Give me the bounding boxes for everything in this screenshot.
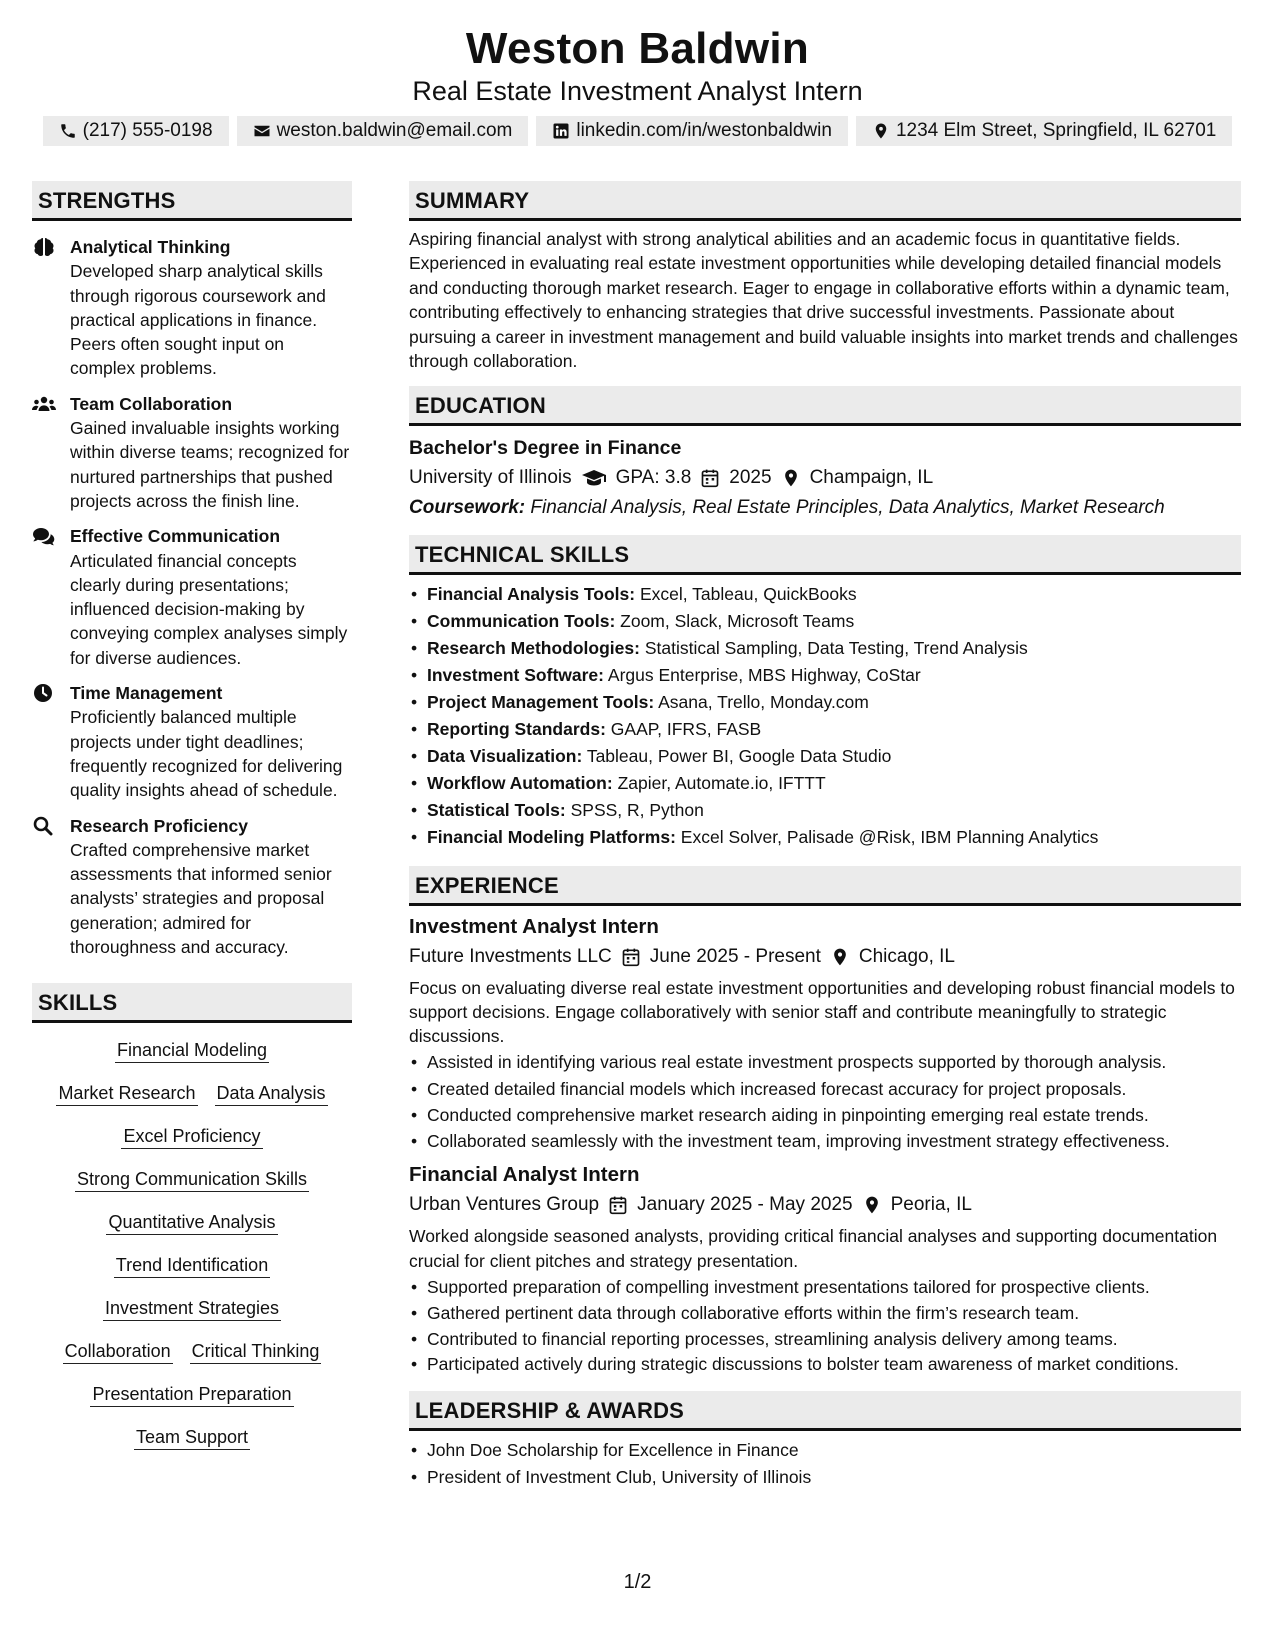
skill-tag: Team Support xyxy=(134,1426,250,1450)
calendar-icon xyxy=(621,947,641,967)
technical-skills-section xyxy=(409,535,1241,850)
skill-value: SPSS, R, Python xyxy=(570,799,704,820)
list-item xyxy=(409,797,1241,824)
address-text: 1234 Elm Street, Springfield, IL 62701 xyxy=(895,120,1217,141)
phone-text: (217) 555-0198 xyxy=(82,120,213,141)
list-item xyxy=(409,608,1241,635)
strengths-list xyxy=(32,221,352,959)
calendar-icon xyxy=(608,1195,628,1215)
coursework-list: Financial Analysis, Real Estate Principles, Data Analytics, Market Research xyxy=(530,497,1165,519)
job-location: Peoria, IL xyxy=(890,1194,972,1216)
leadership-heading: LEADERSHIP & AWARDS xyxy=(409,1391,1241,1431)
skill-label: Reporting Standards: xyxy=(427,718,606,739)
map-pin-icon xyxy=(830,947,850,967)
contact-bar xyxy=(0,116,1275,146)
job-entry xyxy=(409,1162,1241,1377)
resume-header xyxy=(0,22,1275,146)
experience-list xyxy=(409,914,1241,1377)
coursework-label: Coursework: xyxy=(409,497,526,519)
education-meta xyxy=(409,465,1241,491)
strength-item xyxy=(32,392,352,513)
skill-value: Argus Enterprise, MBS Highway, CoStar xyxy=(607,665,921,686)
list-item xyxy=(409,743,1241,770)
skill-label: Project Management Tools: xyxy=(427,692,655,713)
skill-label: Financial Modeling Platforms: xyxy=(427,826,676,847)
list-item xyxy=(409,770,1241,797)
summary-heading: SUMMARY xyxy=(409,181,1241,221)
search-icon xyxy=(32,816,56,836)
list-item: • John Doe Scholarship for Excellence in Finance xyxy=(409,1437,1241,1464)
list-item: • Participated actively during strategic discussions to bolster team awareness of market conditions. xyxy=(409,1352,1241,1376)
strength-text: Articulated financial concepts clearly during presentations; influenced decision-making by conveying complex analyses simply for diverse audiences. xyxy=(70,550,348,668)
job-description: Focus on evaluating diverse real estate investment opportunities and developing robust financial models to support decisions. Engage collaboratively with senior staff and contribute meaningfully to strategic discussions. xyxy=(409,977,1235,1047)
candidate-title: Real Estate Investment Analyst Intern xyxy=(412,76,863,106)
skill-value: Asana, Trello, Monday.com xyxy=(658,692,869,713)
list-item: • Assisted in identifying various real estate investment prospects supported by thorough analysis. xyxy=(409,1049,1241,1075)
list-item xyxy=(409,662,1241,689)
job-bullets xyxy=(409,1049,1241,1154)
experience-heading: EXPERIENCE xyxy=(409,866,1241,906)
technical-skills-heading: TECHNICAL SKILLS xyxy=(409,535,1241,575)
strength-title: Analytical Thinking xyxy=(70,237,231,257)
school-name: University of Illinois xyxy=(409,467,572,489)
list-item: • Supported preparation of compelling investment presentations tailored for prospective clients. xyxy=(409,1274,1241,1300)
strength-title: Time Management xyxy=(70,683,223,704)
coursework xyxy=(409,495,1241,521)
technical-skills-list xyxy=(409,581,1241,850)
skill-value: Excel, Tableau, QuickBooks xyxy=(639,584,857,605)
page-number: 1/2 xyxy=(623,1571,652,1593)
skill-label: Communication Tools: xyxy=(427,611,616,632)
skill-tag: Data Analysis xyxy=(215,1082,328,1106)
skill-tag: Quantitative Analysis xyxy=(106,1211,277,1235)
list-item xyxy=(409,824,1241,851)
users-icon xyxy=(32,394,56,414)
list-item xyxy=(409,581,1241,608)
strength-item xyxy=(32,235,352,381)
skills-list xyxy=(32,1023,352,1450)
left-column xyxy=(32,181,352,1469)
skill-value: Excel Solver, Palisade @Risk, IBM Planning Analytics xyxy=(680,826,1099,847)
skill-value: Zapier, Automate.io, IFTTT xyxy=(617,772,826,793)
summary-text: Aspiring financial analyst with strong analytical abilities and an academic focus in quantitative fields. Experienced in evaluating real estate investment opportunities while developing detailed financial models and conducting thorough market research. Eager to engage in collaborative efforts within a dynamic team, contributing effectively to enhancing strategies that drive successful investments. Passionate about pursuing a career in investment management and build valuable insights into market trends and challenges through collaboration. xyxy=(409,229,1238,372)
skill-label: Data Visualization: xyxy=(427,745,583,766)
skill-tag: Investment Strategies xyxy=(103,1297,281,1321)
right-column xyxy=(409,181,1241,1491)
skill-label: Financial Analysis Tools: xyxy=(427,584,636,605)
contact-address xyxy=(856,116,1232,146)
degree-title: Bachelor's Degree in Finance xyxy=(409,437,682,460)
job-title: Investment Analyst Intern xyxy=(409,914,659,938)
job-dates: January 2025 - May 2025 xyxy=(637,1194,853,1216)
brain-icon xyxy=(32,237,56,257)
list-item xyxy=(409,689,1241,716)
skill-value: Zoom, Slack, Microsoft Teams xyxy=(620,611,855,632)
strength-text: Developed sharp analytical skills through rigorous coursework and practical applications in finance. Peers often sought input on complex problems. xyxy=(70,261,326,379)
leadership-list xyxy=(409,1437,1241,1491)
candidate-name: Weston Baldwin xyxy=(465,24,810,73)
list-item: • Created detailed financial models which increased forecast accuracy for project proposals. xyxy=(409,1076,1241,1102)
job-entry xyxy=(409,914,1241,1155)
strength-text: Proficiently balanced multiple projects under tight deadlines; frequently recognized for delivering quality insights ahead of schedule. xyxy=(70,707,343,801)
strength-title: Team Collaboration xyxy=(70,393,233,414)
strength-item xyxy=(32,681,352,802)
list-item: • Collaborated seamlessly with the investment team, improving investment strategy effectiveness. xyxy=(409,1128,1241,1154)
job-meta xyxy=(409,944,1241,970)
company-name: Future Investments LLC xyxy=(409,945,612,967)
company-name: Urban Ventures Group xyxy=(409,1194,600,1216)
strength-text: Crafted comprehensive market assessments that informed senior analysts’ strategies and proposal generation; admired for thoroughness and accuracy. xyxy=(70,839,332,958)
contact-linkedin[interactable] xyxy=(536,116,848,146)
job-title: Financial Analyst Intern xyxy=(409,1163,640,1187)
list-item xyxy=(409,635,1241,662)
skill-tag: Presentation Preparation xyxy=(90,1383,293,1407)
skill-tag: Collaboration xyxy=(63,1340,173,1364)
strength-title: Research Proficiency xyxy=(70,815,249,836)
skill-tag: Trend Identification xyxy=(114,1254,270,1278)
envelope-icon xyxy=(253,122,271,140)
list-item xyxy=(409,716,1241,743)
list-item: • Gathered pertinent data through collaborative efforts within the firm’s research team. xyxy=(409,1300,1241,1326)
map-pin-icon xyxy=(872,122,890,140)
skill-value: Tableau, Power BI, Google Data Studio xyxy=(586,745,892,766)
skill-label: Investment Software: xyxy=(427,665,604,686)
skill-tag: Financial Modeling xyxy=(115,1039,269,1063)
linkedin-text: linkedin.com/in/westonbaldwin xyxy=(576,120,832,141)
skill-tag: Excel Proficiency xyxy=(121,1125,262,1149)
skill-tag: Critical Thinking xyxy=(190,1340,322,1364)
strength-text: Gained invaluable insights working within diverse teams; recognized for nurtured partnerships that pushed projects across the finish line. xyxy=(70,418,350,511)
skill-label: Statistical Tools: xyxy=(427,799,566,820)
contact-email[interactable] xyxy=(237,116,529,146)
job-dates: June 2025 - Present xyxy=(649,945,821,967)
graduation-year: 2025 xyxy=(729,467,772,489)
strength-item xyxy=(32,814,352,960)
gpa-text: GPA: 3.8 xyxy=(615,467,692,489)
strength-item xyxy=(32,524,352,670)
graduation-cap-icon xyxy=(581,468,607,488)
email-text: weston.baldwin@email.com xyxy=(276,120,513,141)
skill-tag: Strong Communication Skills xyxy=(75,1168,309,1192)
skill-value: Statistical Sampling, Data Testing, Trend Analysis xyxy=(644,638,1028,659)
job-meta xyxy=(409,1192,1241,1218)
list-item: • Conducted comprehensive market research aiding in pinpointing emerging real estate trends. xyxy=(409,1102,1241,1128)
map-pin-icon xyxy=(781,468,801,488)
list-item: • President of Investment Club, University of Illinois xyxy=(409,1464,1241,1491)
map-pin-icon xyxy=(862,1195,882,1215)
strength-title: Effective Communication xyxy=(70,526,281,547)
job-description: Worked alongside seasoned analysts, providing critical financial analyses and supporting documentation crucial for client pitches and strategy presentation. xyxy=(409,1226,1218,1271)
list-item: • Contributed to financial reporting processes, streamlining analysis delivery among teams. xyxy=(409,1326,1241,1352)
phone-icon xyxy=(59,122,77,140)
linkedin-icon xyxy=(552,122,570,140)
school-location: Champaign, IL xyxy=(809,467,934,489)
skills-heading: SKILLS xyxy=(32,983,352,1023)
job-bullets xyxy=(409,1274,1241,1377)
contact-phone[interactable] xyxy=(43,116,229,146)
strengths-heading: STRENGTHS xyxy=(32,181,352,221)
skill-value: GAAP, IFRS, FASB xyxy=(610,718,762,739)
skill-tag: Market Research xyxy=(56,1082,197,1106)
comments-icon xyxy=(32,526,56,546)
education-heading: EDUCATION xyxy=(409,386,1241,426)
clock-icon xyxy=(32,683,56,703)
job-location: Chicago, IL xyxy=(858,945,956,967)
skill-label: Research Methodologies: xyxy=(427,638,640,659)
skill-label: Workflow Automation: xyxy=(427,772,613,793)
calendar-icon xyxy=(700,468,720,488)
